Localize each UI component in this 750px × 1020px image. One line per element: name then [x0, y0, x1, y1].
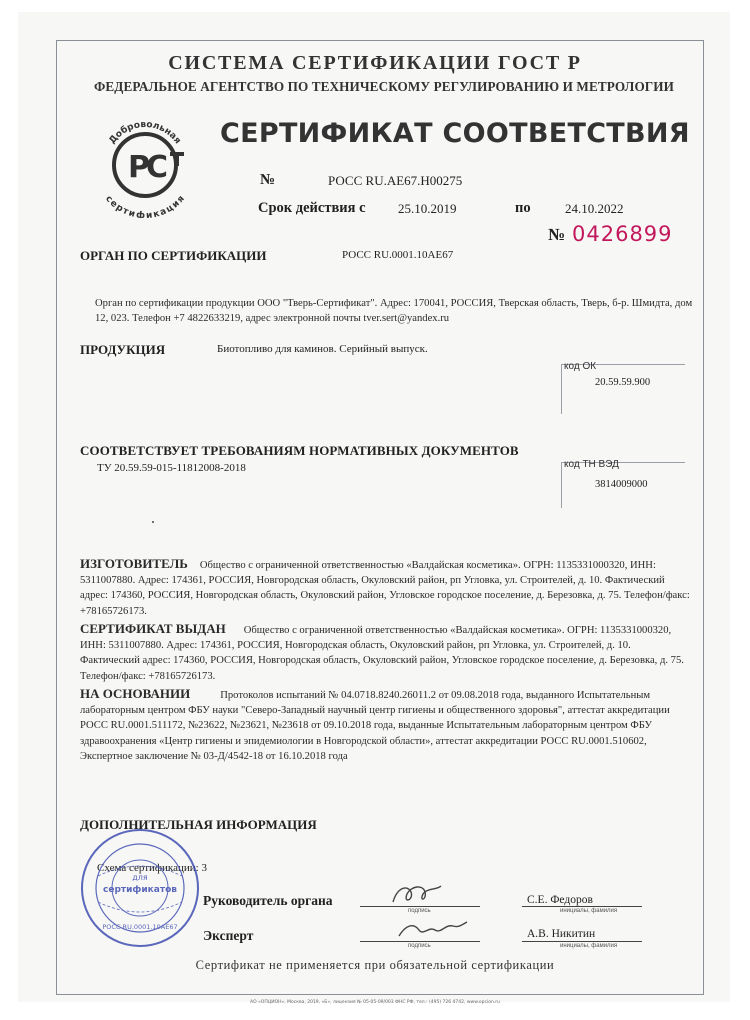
- expert-signature-line: [360, 941, 480, 942]
- stamp-center-top: для: [132, 873, 148, 882]
- svg-text:С: С: [146, 150, 169, 185]
- printer-info: АО «ОПЦИОН», Москва, 2019, «Б», лицензия № 05-05-09/003 ФНС РФ, тел.: (495) 726 4742, www.opcion.ru: [249, 1000, 500, 1005]
- issued-text: Общество с ограниченной ответственностью «Валдайская косметика». ОГРН: 1135331000320, ИНН: 5311007880. Адрес: 174361, РОССИЯ, Новгородская область, Окуловский район, рп Угловка, ул. Строителей, д. 10. Фактический адрес: 174360, РОССИЯ, Новгородская область, Окуловский район, Угловское городское поселение, д. Березовка, д. 75. Телефон/факс: +78165726173.: [80, 625, 684, 682]
- basis-label: НА ОСНОВАНИИ: [80, 686, 191, 701]
- head-name-caption: инициалы, фамилия: [560, 908, 618, 914]
- stamp-center-main: сертификатов: [103, 885, 177, 895]
- expert-name-line: [522, 941, 642, 942]
- head-label: Руководитель органа: [203, 893, 333, 908]
- expert-name-caption: инициалы, фамилия: [560, 943, 618, 949]
- valid-to-label: по: [515, 200, 531, 216]
- basis-block: [80, 686, 692, 764]
- tnved-code-label: код ТН ВЭД: [564, 459, 619, 470]
- product-label: ПРОДУКЦИЯ: [80, 342, 166, 357]
- logo-bottom-text: сертификация: [103, 194, 187, 218]
- rst-logo: [90, 108, 200, 218]
- issued-block: [80, 621, 692, 684]
- stamp-code: РОСС RU.0001.10АЕ67: [102, 923, 178, 931]
- manufacturer-text: Общество с ограниченной ответственностью «Валдайская косметика». ОГРН: 1135331000320, ИНН: 5311007880. Адрес: 174361, РОССИЯ, Новгородская область, Окуловский район, рп Угловка, ул. Строителей, д. 10. Фактический адрес: 174360, РОССИЯ, Новгородская область, Окуловский район, Угловское городское поселение, д. Березовка, д. 75. Телефон/факс: +78165726173.: [80, 560, 690, 617]
- tnved-code-value: 3814009000: [595, 479, 648, 490]
- product-text: Биотопливо для каминов. Серийный выпуск.: [217, 343, 428, 355]
- head-name-line: [522, 906, 642, 907]
- manufacturer-label: ИЗГОТОВИТЕЛЬ: [80, 556, 188, 571]
- agency-title: ФЕДЕРАЛЬНОЕ АГЕНТСТВО ПО ТЕХНИЧЕСКОМУ РЕГУЛИРОВАНИЮ И МЕТРОЛОГИИ: [93, 79, 675, 94]
- expert-label: Эксперт: [203, 928, 254, 943]
- head-signature: [385, 880, 455, 908]
- svg-text:Р: Р: [128, 150, 150, 185]
- form-number-sign: №: [548, 225, 566, 244]
- expert-name: А.В. Никитин: [527, 928, 596, 940]
- speck: [152, 521, 154, 523]
- scheme-text: Схема сертификации: 3: [97, 862, 207, 874]
- ok-code-box: [561, 361, 685, 414]
- additional-label: ДОПОЛНИТЕЛЬНАЯ ИНФОРМАЦИЯ: [80, 817, 317, 832]
- organ-text: Орган по сертификации продукции ООО "Тверь-Сертификат". Адрес: 170041, РОССИЯ, Тверская область, Тверь, б-р. Шмидта, дом 12, 023. Телефон +7 4822633219, адрес электронной почты tver.sert@yandex.ru: [95, 298, 693, 325]
- organ-label: ОРГАН ПО СЕРТИФИКАЦИИ: [80, 248, 267, 263]
- conforms-label: СООТВЕТСТВУЕТ ТРЕБОВАНИЯМ НОРМАТИВНЫХ ДОКУМЕНТОВ: [80, 443, 519, 458]
- certificate-number: РОСС RU.АЕ67.Н00275: [328, 173, 463, 188]
- organ-code: РОСС RU.0001.10АЕ67: [342, 249, 454, 261]
- certificate-title: СЕРТИФИКАТ СООТВЕТСТВИЯ: [220, 118, 690, 149]
- system-title: СИСТЕМА СЕРТИФИКАЦИИ ГОСТ Р: [168, 52, 582, 74]
- head-name: С.Е. Федоров: [527, 894, 593, 906]
- head-signature-caption: подпись: [408, 908, 431, 914]
- logo-top-text: Добровольная: [107, 119, 183, 147]
- head-signature-line: [360, 906, 480, 907]
- issued-label: СЕРТИФИКАТ ВЫДАН: [80, 621, 226, 636]
- organ-stamp: [78, 826, 202, 950]
- valid-from: 25.10.2019: [398, 201, 457, 216]
- ok-code-value: 20.59.59.900: [595, 377, 651, 388]
- form-number: 0426899: [572, 222, 673, 246]
- number-sign: №: [260, 172, 276, 188]
- manufacturer-block: [80, 556, 692, 619]
- valid-to: 24.10.2022: [565, 201, 624, 216]
- tnved-code-box: [561, 459, 685, 508]
- footer-notice: Сертификат не применяется при обязательной сертификации: [195, 958, 555, 972]
- validity-label: Срок действия с: [258, 200, 366, 216]
- conforms-text: ТУ 20.59.59-015-11812008-2018: [97, 462, 246, 474]
- basis-text: Протоколов испытаний № 04.0718.8240.26011.2 от 09.08.2018 года, выданного Испытательным лабораторным центром ФБУ науки "Северо-Западный научный центр гигиены и общественного здоровья", аттестат аккредитации РОСС RU.0001.511172, №23622, №23621, №23618 от 09.10.2018 года, выданные Испытательным лабораторным центром ФБУ здравоохранения «Центр гигиены и эпидемиологии в Новгородской области», аттестат аккредитации РОСС RU.0001.510602, Экспертное заключение № 03-Д/4542-18 от 16.10.2018 года: [80, 690, 670, 762]
- expert-signature-caption: подпись: [408, 943, 431, 949]
- ok-code-label: код ОК: [564, 361, 597, 372]
- expert-signature: [395, 916, 470, 944]
